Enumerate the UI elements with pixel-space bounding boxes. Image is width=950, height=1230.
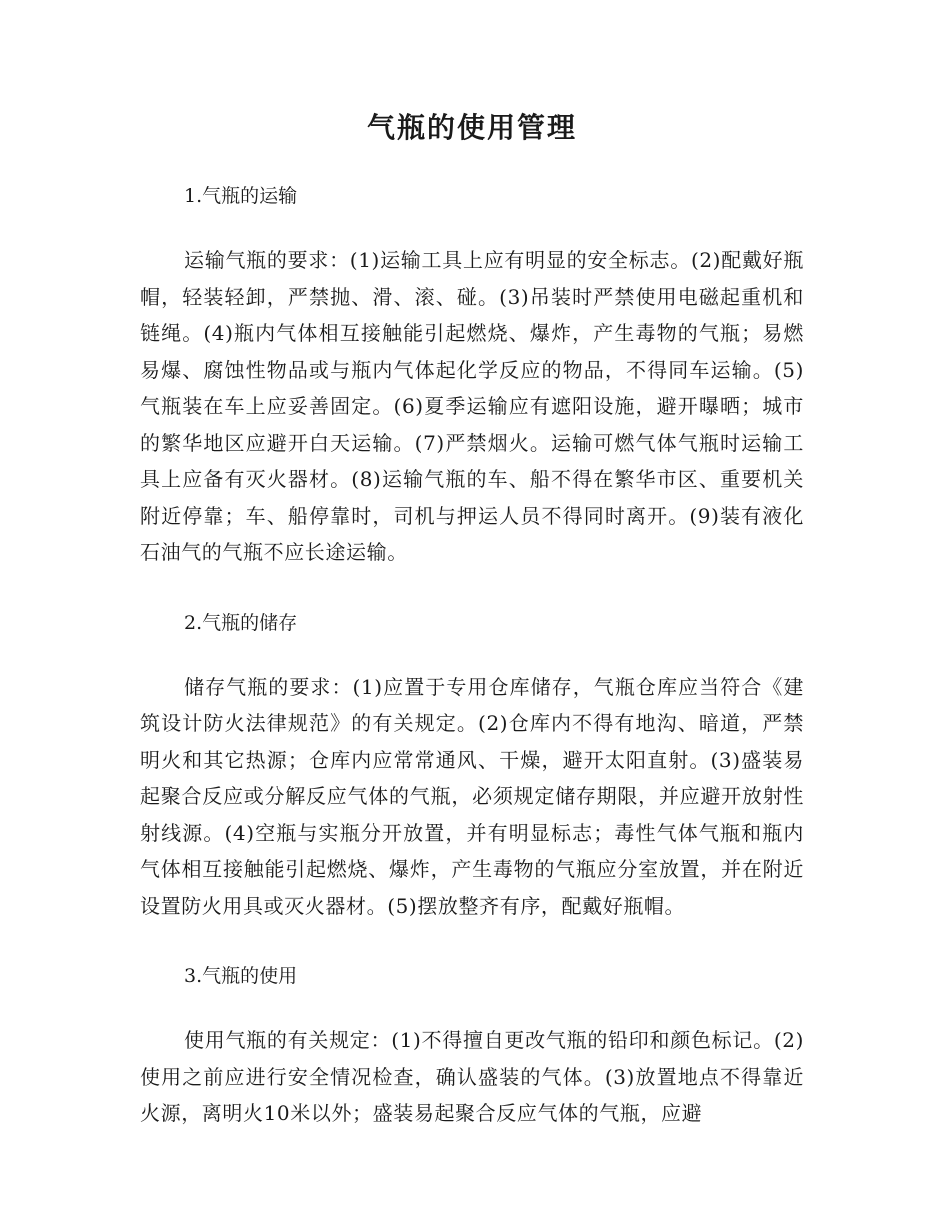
section-usage	[140, 958, 804, 1132]
section-body: 运输气瓶的要求：(1)运输工具上应有明显的安全标志。(2)配戴好瓶帽，轻装轻卸，严禁抛、滑、滚、碰。(3)吊装时严禁使用电磁起重机和链绳。(4)瓶内气体相互接触能引起燃烧、爆炸，产生毒物的气瓶；易燃易爆、腐蚀性物品或与瓶内气体起化学反应的物品，不得同车运输。(5)气瓶装在车上应妥善固定。(6)夏季运输应有遮阳设施，避开曝晒；城市的繁华地区应避开白天运输。(7)严禁烟火。运输可燃气体气瓶时运输工具上应备有灭火器材。(8)运输气瓶的车、船不得在繁华市区、重要机关附近停靠；车、船停靠时，司机与押运人员不得同时离开。(9)装有液化石油气的气瓶不应长途运输。	[140, 248, 804, 564]
section-storage	[140, 605, 804, 925]
section-body: 储存气瓶的要求：(1)应置于专用仓库储存，气瓶仓库应当符合《建筑设计防火法律规范》的有关规定。(2)仓库内不得有地沟、暗道，严禁明火和其它热源；仓库内应常常通风、干燥，避开太阳直射。(3)盛装易起聚合反应或分解反应气体的气瓶，必须规定储存期限，并应避开放射性射线源。(4)空瓶与实瓶分开放置，并有明显标志；毒性气体气瓶和瓶内气体相互接触能引起燃烧、爆炸，产生毒物的气瓶应分室放置，并在附近设置防火用具或灭火器材。(5)摆放整齐有序，配戴好瓶帽。	[140, 674, 804, 918]
section-heading: 2.气瓶的储存	[184, 611, 298, 634]
section-heading: 3.气瓶的使用	[184, 965, 298, 987]
section-heading: 1.气瓶的运输	[184, 185, 298, 207]
document-title: 气瓶的使用管理	[366, 111, 577, 144]
section-body: 使用气瓶的有关规定：(1)不得擅自更改气瓶的铅印和颜色标记。(2)使用之前应进行安全情况检查，确认盛装的气体。(3)放置地点不得靠近火源，离明火10米以外；盛装易起聚合反应气体的气瓶，应避	[140, 1028, 804, 1125]
document-page	[140, 108, 804, 1166]
section-transport	[140, 178, 804, 571]
